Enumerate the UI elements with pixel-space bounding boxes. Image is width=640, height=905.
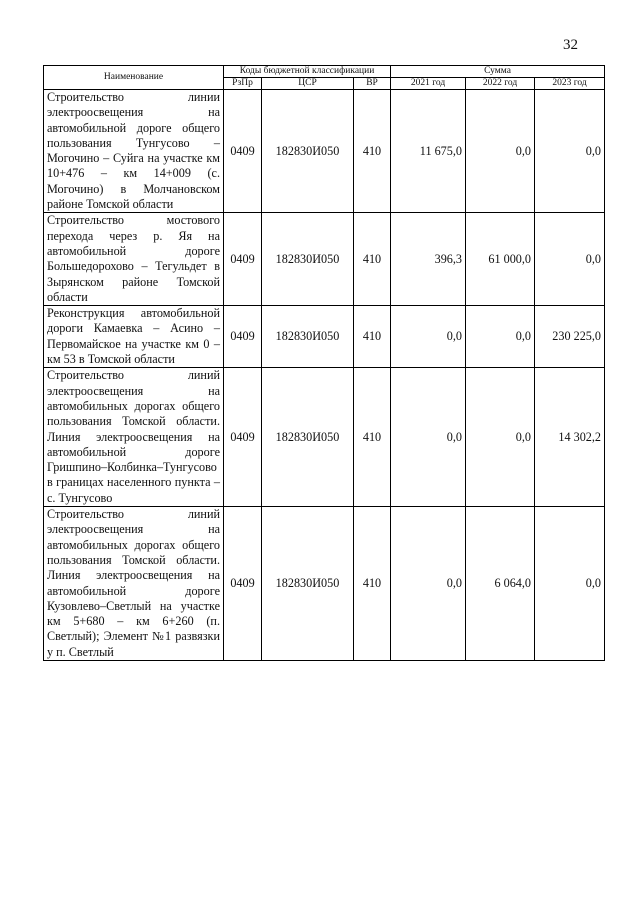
header-csr: ЦСР [262,78,354,90]
row-csr: 182830И050 [262,306,354,368]
row-rzpr: 0409 [224,213,262,306]
header-2021: 2021 год [391,78,466,90]
row-2023: 0,0 [535,90,605,213]
row-csr: 182830И050 [262,90,354,213]
row-name: Строительство линии электроосвещения на автомобильной дороге общего пользования Тунгусово – Могочино – Суйга на участке км 10+476 – км 14+009 (с. Могочино) в Молчановском районе Томской области [44,90,224,213]
row-vr: 410 [354,507,391,661]
row-2022: 0,0 [466,90,535,213]
row-vr: 410 [354,306,391,368]
row-rzpr: 0409 [224,306,262,368]
row-vr: 410 [354,213,391,306]
row-2023: 0,0 [535,213,605,306]
table-row [44,306,605,368]
row-2023: 0,0 [535,507,605,661]
row-2022: 0,0 [466,306,535,368]
row-2022: 0,0 [466,368,535,507]
header-rzpr: РзПр [224,78,262,90]
table-header [44,66,605,90]
row-2021: 0,0 [391,368,466,507]
row-name: Строительство линий электроосвещения на автомобильных дорогах общего пользования Томской области. Линия электроосвещения на автомобильной дороге Кузовлево–Светлый на участке км 5+680 – км 6+260 (п. Светлый); Элемент №1 развязки у п. Светлый [44,507,224,661]
row-rzpr: 0409 [224,507,262,661]
header-vr: ВР [354,78,391,90]
row-name: Реконструкция автомобильной дороги Камаевка – Асино – Первомайское на участке км 0 – км 53 в Томской области [44,306,224,368]
row-csr: 182830И050 [262,213,354,306]
row-rzpr: 0409 [224,368,262,507]
row-rzpr: 0409 [224,90,262,213]
table-row [44,368,605,507]
row-2021: 0,0 [391,507,466,661]
header-sum-group: Сумма [391,66,605,78]
budget-table [43,65,605,661]
page-number: 32 [563,37,578,53]
row-name: Строительство мостового перехода через р. Яя на автомобильной дороге Большедорохово – Тегульдет в Зырянском районе Томской области [44,213,224,306]
row-2023: 14 302,2 [535,368,605,507]
table-row [44,507,605,661]
row-csr: 182830И050 [262,368,354,507]
row-2023: 230 225,0 [535,306,605,368]
header-2023: 2023 год [535,78,605,90]
row-2022: 61 000,0 [466,213,535,306]
row-2021: 0,0 [391,306,466,368]
header-name: Наименование [44,66,224,90]
table-row [44,90,605,213]
row-name: Строительство линий электроосвещения на автомобильных дорогах общего пользования Томской области. Линия электроосвещения на автомобильной дороге Гришпино–Колбинка–Тунгусово в границах населенного пункта – с. Тунгусово [44,368,224,507]
row-csr: 182830И050 [262,507,354,661]
header-codes-group: Коды бюджетной классификации [224,66,391,78]
row-2021: 396,3 [391,213,466,306]
row-vr: 410 [354,90,391,213]
row-2022: 6 064,0 [466,507,535,661]
row-2021: 11 675,0 [391,90,466,213]
header-2022: 2022 год [466,78,535,90]
row-vr: 410 [354,368,391,507]
table-row [44,213,605,306]
